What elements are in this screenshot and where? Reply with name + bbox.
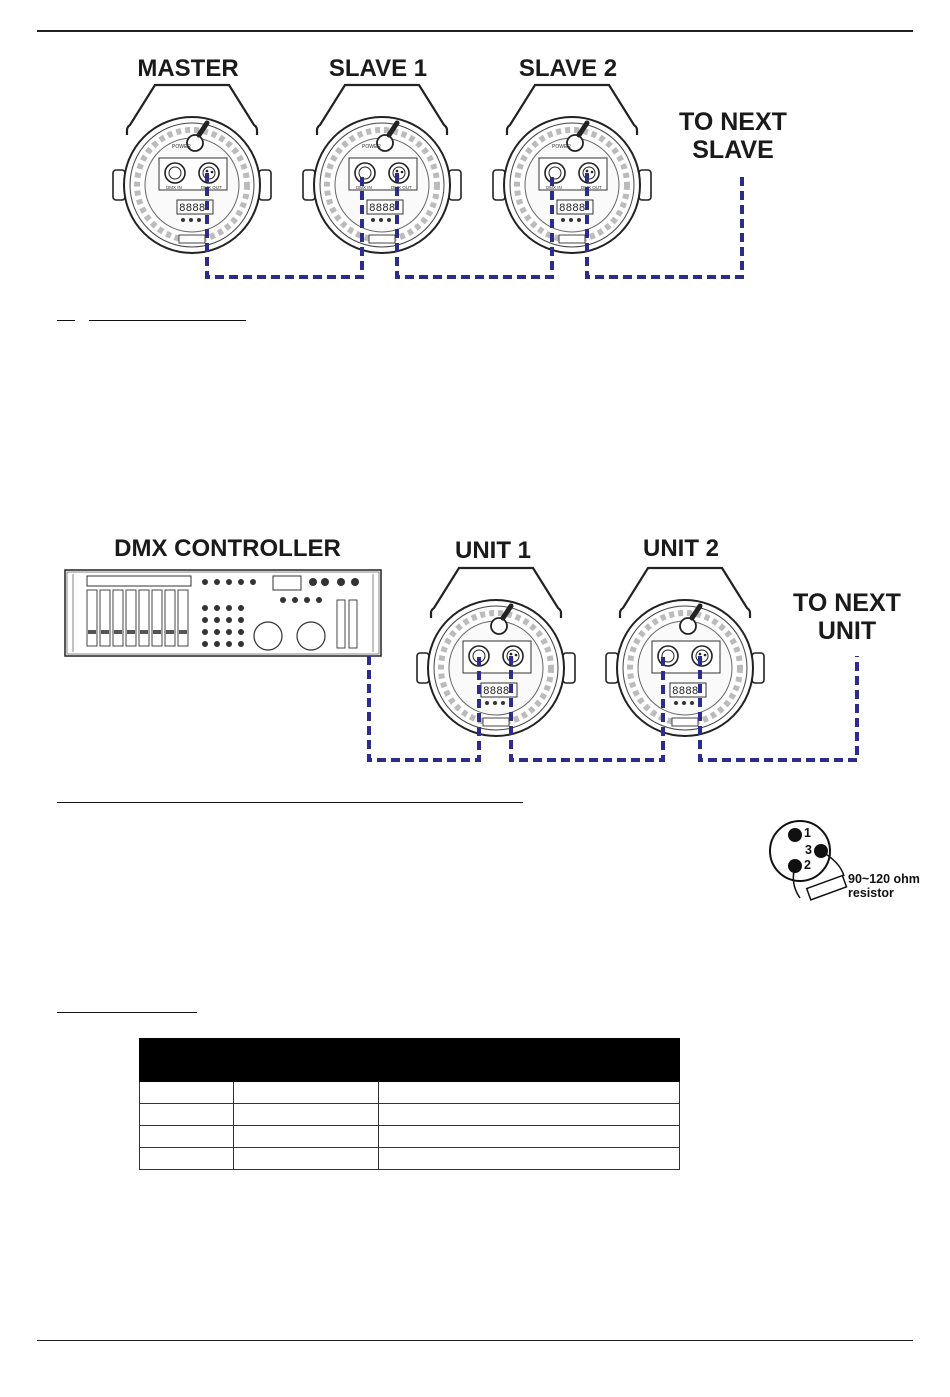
master-label: MASTER	[137, 55, 239, 82]
table-cell	[233, 1148, 378, 1170]
table-cell	[140, 1082, 234, 1104]
dmx-controller-label: DMX CONTROLLER	[114, 535, 341, 562]
section-heading-underline-1b	[89, 320, 246, 321]
table-header-cell	[378, 1039, 679, 1082]
section-heading-underline-3	[57, 1012, 197, 1013]
unit1-fixture-image	[417, 568, 575, 736]
table-cell	[140, 1104, 234, 1126]
slave2-label: SLAVE 2	[518, 55, 618, 82]
table-header-cell	[140, 1039, 234, 1082]
unit2-fixture-image	[606, 568, 764, 736]
pin-2-label: 2	[804, 858, 811, 872]
master-slave-diagram	[108, 55, 793, 290]
table-cell	[378, 1082, 679, 1104]
unit2-label: UNIT 2	[642, 535, 719, 562]
table-row	[140, 1126, 680, 1148]
master-slave-figure	[108, 55, 793, 290]
bottom-rule	[37, 1340, 913, 1341]
table-cell	[140, 1148, 234, 1170]
unit1-label: UNIT 1	[454, 537, 531, 564]
table-cell	[378, 1104, 679, 1126]
to-next-slave-label: TO NEXT SLAVE	[679, 108, 787, 164]
section-heading-underline-1a	[57, 320, 75, 321]
top-rule	[37, 30, 913, 32]
table-row	[140, 1104, 680, 1126]
spec-table	[139, 1038, 680, 1170]
slave1-label: SLAVE 1	[328, 55, 428, 82]
slave1-fixture-image	[303, 85, 461, 253]
pin-1-label: 1	[804, 826, 811, 840]
table-cell	[233, 1082, 378, 1104]
dmx-controller-figure	[63, 490, 905, 765]
table-cell	[378, 1148, 679, 1170]
table-cell	[233, 1126, 378, 1148]
table-header-cell	[233, 1039, 378, 1082]
table-cell	[233, 1104, 378, 1126]
pin-3-label: 3	[805, 843, 812, 857]
table-header-row	[140, 1039, 680, 1082]
table-row	[140, 1148, 680, 1170]
table-cell	[378, 1126, 679, 1148]
resistor-label: 90~120 ohm resistor	[848, 872, 920, 901]
section-heading-underline-2	[57, 802, 523, 803]
slave2-fixture-image	[493, 85, 651, 253]
to-next-unit-label: TO NEXT UNIT	[793, 589, 901, 645]
table-cell	[140, 1126, 234, 1148]
table-row	[140, 1082, 680, 1104]
dmx-controller-diagram	[63, 490, 905, 765]
master-fixture-image	[113, 85, 271, 253]
dmx-controller-console	[65, 570, 381, 656]
